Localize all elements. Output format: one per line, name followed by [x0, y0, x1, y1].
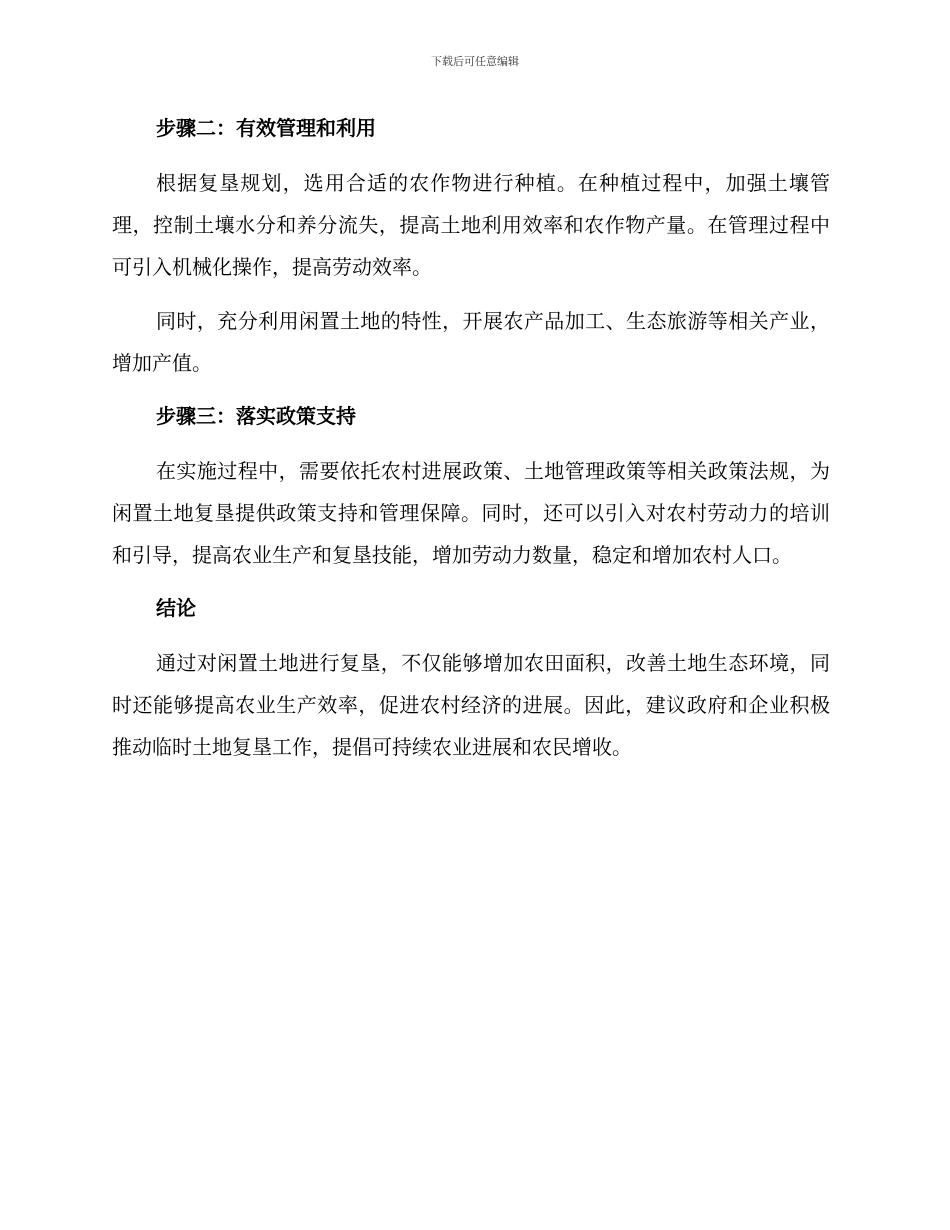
document-body: [112, 108, 830, 780]
paragraph: 根据复垦规划，选用合适的农作物进行种植。在种植过程中，加强土壤管理，控制土壤水分和养分流失，提高土地利用效率和农作物产量。在管理过程中可引入机械化操作，提高劳动效率。: [112, 171, 830, 279]
section-heading-step-two: 步骤二：有效管理和利用: [156, 116, 376, 140]
section-heading-step-three: 步骤三：落实政策支持: [156, 404, 356, 428]
paragraph: 在实施过程中，需要依托农村进展政策、土地管理政策等相关政策法规，为闲置土地复垦提供政策支持和管理保障。同时，还可以引入对农村劳动力的培训和引导，提高农业生产和复垦技能，增加劳动力数量，稳定和增加农村人口。: [112, 459, 830, 567]
section-heading-conclusion: 结论: [156, 596, 196, 620]
paragraph: 同时，充分利用闲置土地的特性，开展农产品加工、生态旅游等相关产业，增加产值。: [112, 309, 830, 375]
page-header: 下载后可任意编辑: [431, 55, 519, 68]
paragraph: 通过对闲置土地进行复垦，不仅能够增加农田面积，改善土地生态环境，同时还能够提高农业生产效率，促进农村经济的进展。因此，建议政府和企业积极推动临时土地复垦工作，提倡可持续农业进展和农民增收。: [112, 651, 830, 759]
